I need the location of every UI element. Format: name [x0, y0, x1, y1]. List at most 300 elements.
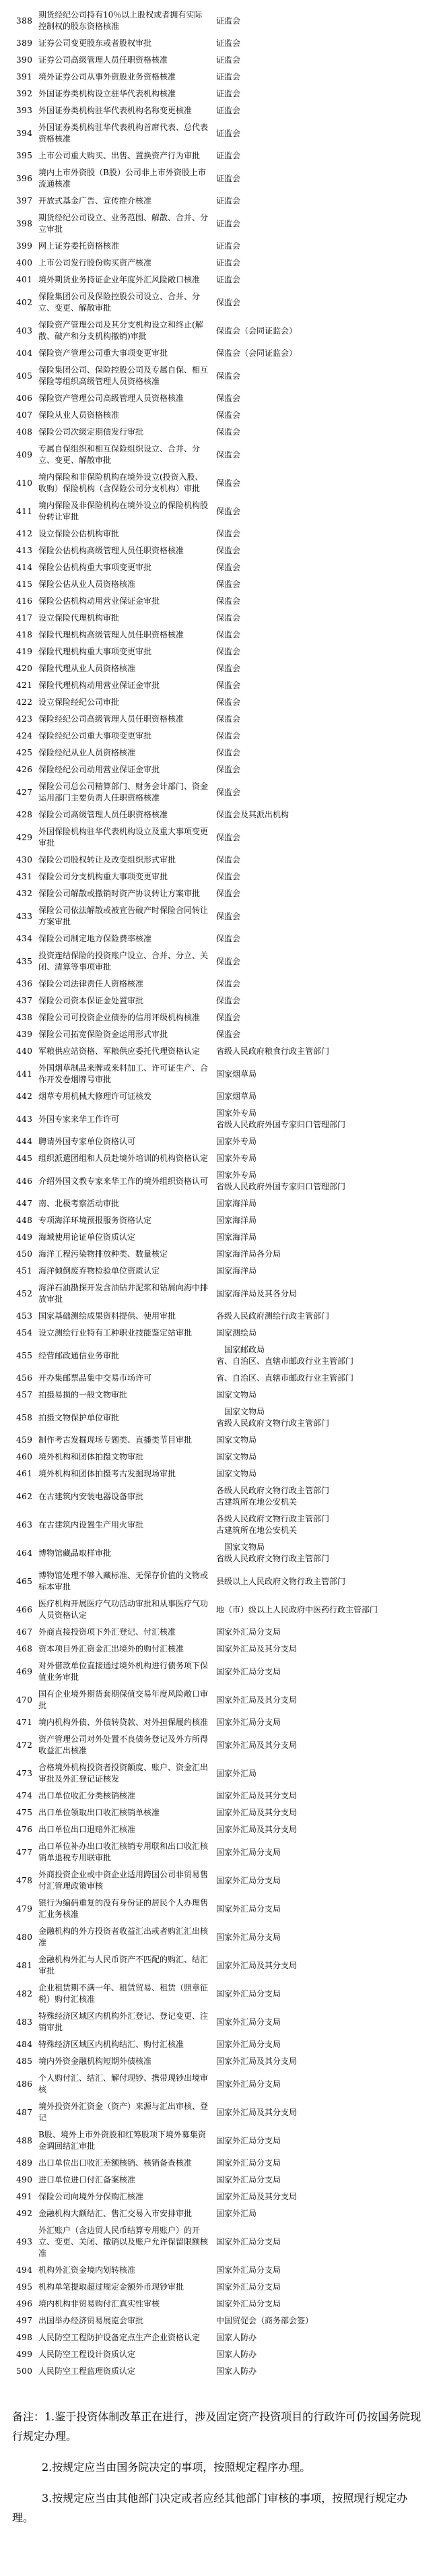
authority-line: 各级人民政府测绘行政主管部门	[216, 1311, 330, 1321]
row-number: 412	[16, 529, 33, 538]
item-name: 资产管理公司对外处置不良债务登记及外方所得收益汇出核准	[38, 1734, 209, 1755]
notes-section	[0, 2407, 443, 2527]
approving-authority	[216, 1717, 443, 1728]
item-name: 企业租赁期不满一年、租赁贸易、租赁（照章征税）购付汇核准	[38, 1983, 209, 2004]
table-row	[0, 1232, 443, 1243]
authority-line: 保监会	[216, 546, 241, 555]
row-number: 448	[16, 1216, 33, 1225]
authority-line: 国家外汇局及其分支局	[216, 2192, 298, 2201]
item-name: 个人购付汇、结汇、解付现钞、携带现钞出境审核	[38, 2073, 209, 2094]
item-name: 保险经纪公司高级管理人员任职资格核准	[38, 714, 184, 724]
item-name: 保险公司解散或撤销时资产协议转让方案审批	[38, 889, 201, 898]
authority-line: 古建筑所在地公安机关	[216, 1526, 298, 1535]
authority-line: 保监会	[216, 956, 241, 966]
authority-line: 保监会	[216, 889, 241, 898]
approving-authority	[216, 1932, 443, 1943]
approving-authority	[216, 1046, 443, 1057]
approving-authority	[216, 933, 443, 945]
authority-line: 国家外专局	[216, 1170, 257, 1180]
authority-line: 国家人防办	[216, 2333, 257, 2342]
table-row	[0, 1327, 443, 1339]
authority-line: 国家海洋局各分局	[216, 1249, 281, 1259]
table-row	[0, 1170, 443, 1193]
row-number: 482	[16, 1988, 33, 1999]
table-row	[0, 1406, 443, 1429]
item-name: 外汇账户（含边贸人民币结算专用账户）的开立、变更、关闭、撤销以及账户允许保留限额核准	[38, 2226, 209, 2258]
table-row	[0, 55, 443, 66]
row-number: 489	[16, 2158, 33, 2168]
item-name: B股、境外上市外资股和红筹股项下境外募集资金调回结汇审批	[38, 2130, 206, 2151]
row-number: 490	[16, 2175, 33, 2185]
approving-authority	[216, 449, 443, 461]
authority-line: 国家外汇局分支局	[216, 1847, 281, 1857]
approving-authority	[216, 2191, 443, 2203]
authority-line: 国家文物局	[216, 1390, 257, 1400]
item-name: 出口单位领取出口收汇核销单核准	[38, 1808, 160, 1817]
authority-line: 证监会	[216, 275, 241, 284]
approving-authority	[216, 1695, 443, 1706]
approving-authority	[216, 1012, 443, 1024]
approving-authority	[216, 2265, 443, 2276]
approving-authority	[216, 427, 443, 438]
item-name: 人民防空工程防护设备定点生产企业资格认定	[38, 2333, 201, 2342]
note-line: 理。	[12, 2511, 34, 2524]
authority-line: 国家文物局	[216, 1452, 257, 1462]
authority-line: 国家外汇局分支局	[216, 2237, 281, 2247]
table-row	[0, 826, 443, 849]
authority-line: 省、自治区、直辖市邮政行业主管部门	[216, 1356, 354, 1366]
row-number: 437	[16, 996, 33, 1005]
table-row	[0, 1598, 443, 1621]
table-row	[0, 38, 443, 49]
approving-authority	[216, 2174, 443, 2186]
item-name: 金融机构大额结汇、售汇交易入市安排审批	[38, 2209, 193, 2218]
approving-authority	[216, 562, 443, 573]
table-row	[0, 1046, 443, 1057]
table-row	[0, 443, 443, 466]
table-row	[0, 2315, 443, 2327]
authority-line: 保监会	[216, 613, 241, 623]
authority-line: 保监会（会同证监会）	[216, 348, 298, 358]
note-line: 3.按规定应当由其他部门决定或者应经其他部门审核的事项，按照现行规定办	[42, 2492, 408, 2505]
authority-line: 保监会	[216, 394, 241, 403]
approving-authority	[216, 612, 443, 624]
authority-line: 国家外汇局及其分支局	[216, 1791, 298, 1800]
authority-line: 保监会	[216, 563, 241, 572]
row-number: 474	[16, 1791, 33, 1800]
item-name: 资本项目外汇资金汇出境外的购付汇核准	[38, 1644, 184, 1654]
approving-authority	[216, 2056, 443, 2067]
row-number: 493	[16, 2237, 33, 2247]
authority-line: 国家外汇局及其分支局	[216, 1644, 298, 1654]
table-row	[0, 1627, 443, 1638]
table-row	[0, 764, 443, 776]
authority-line: 证监会	[216, 106, 241, 115]
table-row	[0, 1215, 443, 1226]
row-number: 402	[16, 297, 33, 307]
authority-line: 省级人民政府文物行政主管部门	[216, 1554, 330, 1563]
authority-line: 国家外汇局分支局	[216, 2017, 281, 2027]
row-number: 434	[16, 934, 33, 943]
table-row	[0, 1926, 443, 1949]
item-name: 特殊经济区域区内机构结汇、购付汇核准	[38, 2040, 184, 2049]
table-row	[0, 2298, 443, 2310]
approving-authority	[216, 1170, 443, 1193]
authority-line: 国家海洋局	[216, 1266, 257, 1276]
item-name: 境内保险和非保险机构在境外设立(投资入股、收购）保险机构（含保险公司分支机构）审批	[38, 472, 203, 493]
approving-authority	[216, 1627, 443, 1638]
item-name: 开办集邮票品集中交易市场许可	[38, 1373, 152, 1383]
row-number: 413	[16, 546, 33, 555]
approving-authority	[216, 2366, 443, 2377]
authority-line: 国家人防办	[216, 2350, 257, 2359]
approving-authority	[216, 579, 443, 590]
table-row	[0, 562, 443, 573]
approving-authority	[216, 173, 443, 185]
row-number: 480	[16, 1932, 33, 1942]
item-name: 保险资产管理公司高级管理人员资格核准	[38, 394, 184, 403]
item-name: 出口单位补办出口收汇核销专用联和出口收汇核销单退税专用联审批	[38, 1842, 209, 1862]
authority-line: 国家烟草局	[216, 1069, 257, 1079]
approving-authority	[216, 1960, 443, 1972]
authority-line: 国家外汇局分支局	[216, 2158, 281, 2168]
item-name: 境内上市外资股（B股）公司非上市外资股上市流通核准	[38, 168, 206, 189]
item-name: 外国保险机构驻华代表机构设立及重大事项变更审批	[38, 827, 209, 848]
row-number: 451	[16, 1266, 33, 1276]
table-row	[0, 122, 443, 145]
row-number: 496	[16, 2299, 33, 2308]
row-number: 403	[16, 325, 33, 336]
authority-line: 国家外汇局	[216, 1768, 257, 1778]
authority-line: 证监会	[216, 218, 241, 228]
approving-authority	[216, 1215, 443, 1226]
approving-authority	[216, 274, 443, 286]
table-row	[0, 1982, 443, 2005]
table-row	[0, 1869, 443, 1892]
table-row	[0, 1485, 443, 1508]
authority-line: 国家外汇局及其分支局	[216, 1695, 298, 1705]
authority-line: 国家海洋局	[216, 1199, 257, 1208]
authority-line: 国家外汇局及其分支局	[216, 1960, 298, 1970]
table-row	[0, 978, 443, 990]
approving-authority	[216, 1643, 443, 1655]
row-number: 389	[16, 38, 33, 48]
row-number: 492	[16, 2209, 33, 2218]
approving-authority	[216, 105, 443, 117]
table-row	[0, 1790, 443, 1802]
row-number: 449	[16, 1232, 33, 1242]
approving-authority	[216, 55, 443, 66]
approving-authority	[216, 1847, 443, 1858]
item-name: 出国举办经济贸易展览会审批	[38, 2316, 144, 2325]
item-name: 进口单位进口付汇备案核准	[38, 2175, 136, 2185]
table-row	[0, 2011, 443, 2034]
table-row	[0, 905, 443, 928]
item-name: 保险从业人员资格核准	[38, 410, 120, 420]
authority-line: 保监会	[216, 681, 241, 690]
item-name: 保险公司总公司精算部门、财务会计部门、资金运用部门主要负责人任职资格核准	[38, 782, 209, 803]
table-row	[0, 2039, 443, 2050]
row-number: 484	[16, 2040, 33, 2049]
row-number: 393	[16, 106, 33, 115]
item-name: 海域使用论证单位资质认定	[38, 1232, 136, 1242]
row-number: 468	[16, 1644, 33, 1654]
table-row	[0, 1734, 443, 1757]
authority-line: 国家文物局	[216, 1407, 265, 1416]
row-number: 463	[16, 1519, 33, 1530]
authority-line: 国家外汇局分支局	[216, 1988, 281, 1999]
row-number: 452	[16, 1288, 33, 1298]
table-row	[0, 212, 443, 235]
approving-authority	[216, 2349, 443, 2360]
authority-line: 保监会	[216, 297, 241, 307]
table-row	[0, 995, 443, 1007]
authority-line: 县级以上人民政府文物行政主管部门	[216, 1576, 346, 1586]
item-name: 外国证券类机构驻华代表机构名称变更核准	[38, 106, 193, 115]
approving-authority	[216, 2208, 443, 2220]
row-number: 455	[16, 1350, 33, 1360]
approving-authority	[216, 1666, 443, 1678]
approving-authority	[216, 2315, 443, 2327]
approving-authority	[216, 2236, 443, 2248]
approval-table	[0, 9, 443, 2377]
row-number: 499	[16, 2350, 33, 2359]
table-row	[0, 2191, 443, 2203]
authority-line: 各级人民政府文物行政主管部门	[216, 1486, 330, 1495]
approving-authority	[216, 697, 443, 708]
authority-line: 保监会	[216, 579, 241, 589]
authority-line: 国家外专局	[216, 1137, 257, 1146]
item-name: 国有企业境外期货套期保值交易年度风险敞口审批	[38, 1689, 209, 1710]
table-row	[0, 1344, 443, 1367]
table-row	[0, 697, 443, 708]
row-number: 420	[16, 664, 33, 673]
row-number: 421	[16, 681, 33, 690]
item-name: 经营邮政通信业务审批	[38, 1350, 120, 1360]
item-name: 投资连结保险的投资账户设立、合并、分立、关闭、清算等事项审批	[38, 951, 209, 972]
authority-line: 保监会	[216, 449, 241, 460]
authority-line: 保监会	[216, 979, 241, 988]
authority-line: 中国贸促会（商务部会签）	[216, 2316, 314, 2325]
table-row	[0, 854, 443, 866]
item-name: 海洋倾倒废弃物检验单位资质认定	[38, 1266, 160, 1276]
table-row	[0, 2208, 443, 2220]
row-number: 438	[16, 1013, 33, 1022]
approving-authority	[216, 506, 443, 517]
table-row	[0, 2282, 443, 2293]
authority-line: 证监会	[216, 241, 241, 251]
row-number: 487	[16, 2107, 33, 2117]
row-number: 497	[16, 2316, 33, 2325]
item-name: 外国证券类机构设立驻华代表机构核准	[38, 89, 176, 98]
item-name: 网上证券委托资格核准	[38, 241, 120, 251]
row-number: 447	[16, 1199, 33, 1208]
row-number: 471	[16, 1718, 33, 1727]
approving-authority	[216, 1468, 443, 1480]
authority-line: 保监会	[216, 427, 241, 437]
table-row	[0, 1954, 443, 1977]
approving-authority	[216, 2079, 443, 2090]
item-name: 拍摄易损的一般文物审批	[38, 1390, 128, 1400]
row-number: 426	[16, 765, 33, 774]
row-number: 433	[16, 911, 33, 921]
authority-line: 证监会	[216, 258, 241, 268]
authority-line: 古建筑所在地公安机关	[216, 1497, 298, 1507]
table-row	[0, 612, 443, 624]
authority-line: 国家外汇局分支局	[216, 2040, 281, 2049]
authority-line: 保监会	[216, 996, 241, 1005]
authority-line: 保监会	[216, 934, 241, 943]
row-number: 462	[16, 1491, 33, 1501]
approving-authority	[216, 1249, 443, 1260]
authority-line: 证监会	[216, 151, 241, 160]
item-name: 保险公司依法解散或被宣告破产时保险合同转让方案审批	[38, 906, 209, 926]
authority-line: 保监会	[216, 647, 241, 656]
item-name: 保险代理从业人员资格核准	[38, 664, 136, 673]
item-name: 海洋工程污染物排放种类、数量核定	[38, 1249, 168, 1259]
row-number: 405	[16, 371, 33, 381]
table-row	[0, 365, 443, 387]
approving-authority	[216, 1988, 443, 2000]
item-name: 保险集团公司及保险控股公司设立、合并、分立、变更、解散审批	[38, 292, 201, 313]
row-number: 408	[16, 427, 33, 437]
item-name: 外国烟草制品来牌或来料加工、许可证生产、合作开发卷烟牌号审批	[38, 1063, 209, 1084]
item-name: 保险集团公司、保险控股公司及专属自保、相互保险等组织高级管理人员资格核准	[38, 365, 209, 386]
row-number: 459	[16, 1435, 33, 1445]
item-name: 南、北极考察活动审批	[38, 1199, 120, 1208]
table-row	[0, 257, 443, 269]
item-name: 聘请外国专家单位资格认可	[38, 1137, 136, 1146]
row-number: 473	[16, 1768, 33, 1778]
row-number: 418	[16, 630, 33, 639]
row-number: 424	[16, 731, 33, 741]
approving-authority	[216, 888, 443, 900]
approving-authority	[216, 1576, 443, 1588]
table-row	[0, 1091, 443, 1102]
authority-line: 保监会	[216, 765, 241, 774]
approving-authority	[216, 1069, 443, 1080]
row-number: 445	[16, 1154, 33, 1163]
row-number: 432	[16, 889, 33, 898]
item-name: 外商投资企业或中资企业适用跨国公司非贸易售付汇管理政策审核	[38, 1870, 209, 1891]
table-row	[0, 528, 443, 540]
table-row	[0, 1389, 443, 1401]
item-name: 特殊经济区域区内机构外汇登记、登记变更、注销审批	[38, 2011, 209, 2032]
authority-line: 保监会	[216, 1013, 241, 1022]
authority-line: 保监会	[216, 630, 241, 639]
row-number: 394	[16, 128, 33, 138]
table-row	[0, 950, 443, 973]
row-number: 477	[16, 1847, 33, 1857]
item-name: 境外证券公司从事外资股业务资格核准	[38, 72, 176, 82]
item-name: 外国证券类机构驻华代表机构首席代表、总代表资格核准	[38, 123, 209, 144]
item-name: 保险公司制定地方保险费率核准	[38, 934, 152, 943]
table-row	[0, 2129, 443, 2152]
table-row	[0, 747, 443, 759]
authority-line: 国家外汇局分支局	[216, 2265, 281, 2275]
table-row	[0, 393, 443, 404]
item-name: 保险公估从业人员资格核准	[38, 579, 136, 589]
authority-line: 保监会	[216, 748, 241, 757]
approving-authority	[216, 218, 443, 230]
item-name: 介绍外国文教专家来华工作的境外组织资格认可	[38, 1176, 209, 1186]
table-row	[0, 1373, 443, 1384]
row-number: 406	[16, 394, 33, 403]
item-name: 境内机构非贸易购付汇真实性审核	[38, 2299, 160, 2308]
row-number: 417	[16, 613, 33, 623]
row-number: 390	[16, 55, 33, 65]
approving-authority	[216, 1198, 443, 1210]
authority-line: 保监会	[216, 872, 241, 881]
item-name: 保险代理机构重大事项变更审批	[38, 647, 152, 656]
authority-line: 证监会	[216, 196, 241, 206]
table-row	[0, 2265, 443, 2276]
approving-authority	[216, 646, 443, 658]
item-name: 国家基础测绘成果资料提供、使用审批	[38, 1311, 176, 1321]
table-row	[0, 88, 443, 100]
authority-line: 证监会	[216, 15, 241, 26]
authority-line: 省级人民政府粮食行政主管部门	[216, 1046, 330, 1056]
row-number: 425	[16, 748, 33, 757]
approving-authority	[216, 871, 443, 883]
approving-authority	[216, 1904, 443, 1915]
table-row	[0, 809, 443, 821]
item-name: 境内保险及非保险机构在境外设立的保险机构股份转让审批	[38, 501, 209, 522]
approving-authority	[216, 128, 443, 139]
table-row	[0, 1265, 443, 1277]
approving-authority	[216, 2298, 443, 2310]
item-name: 保险公司拓宽保险资金运用形式审批	[38, 1030, 168, 1039]
approving-authority	[216, 1153, 443, 1164]
approving-authority	[216, 1232, 443, 1243]
item-name: 保险代理机构动用营业保证金审批	[38, 681, 160, 690]
approving-authority	[216, 297, 443, 309]
authority-line: 国家邮政局	[216, 1345, 265, 1354]
authority-line: 保监会	[216, 911, 241, 921]
approving-authority	[216, 393, 443, 404]
item-name: 上市公司发行股份购买资产核准	[38, 258, 152, 268]
item-name: 保险代理机构高级管理人员任职资格核准	[38, 630, 184, 639]
approving-authority	[216, 88, 443, 100]
authority-line: 国家外汇局分支局	[216, 2299, 281, 2308]
authority-line: 省级人民政府文物行政主管部门	[216, 1418, 330, 1428]
item-name: 期货经纪公司持有10％以上股权或者拥有实际控制权的股东资格核准	[38, 10, 203, 31]
row-number: 410	[16, 478, 33, 488]
approving-authority	[216, 1344, 443, 1367]
approving-authority	[216, 478, 443, 489]
authority-line: 国家海洋局	[216, 1232, 257, 1242]
authority-line: 国家外汇局及其分支局	[216, 1825, 298, 1834]
approving-authority	[216, 1091, 443, 1102]
authority-line: 国家外汇局分支局	[216, 2135, 281, 2145]
approving-authority	[216, 832, 443, 844]
authority-line: 证监会	[216, 72, 241, 82]
row-number: 453	[16, 1311, 33, 1321]
table-row	[0, 933, 443, 945]
item-name: 上市公司重大购买、出售、置换资产行为审批	[38, 151, 201, 160]
item-name: 出口单位收汇分类核销核准	[38, 1791, 136, 1800]
item-name: 保险公司高级管理人员任职资格核准	[38, 810, 168, 819]
item-name: 保险公估机构重大事项变更审批	[38, 563, 152, 572]
approving-authority	[216, 348, 443, 359]
authority-line: 国家外汇局及其分支局	[216, 1740, 298, 1750]
authority-line: 保监会	[216, 529, 241, 538]
approving-authority	[216, 195, 443, 207]
table-row	[0, 2158, 443, 2169]
row-number: 401	[16, 275, 33, 284]
row-number: 478	[16, 1875, 33, 1885]
item-name: 境内外资金融机构短期外债核准	[38, 2056, 152, 2066]
